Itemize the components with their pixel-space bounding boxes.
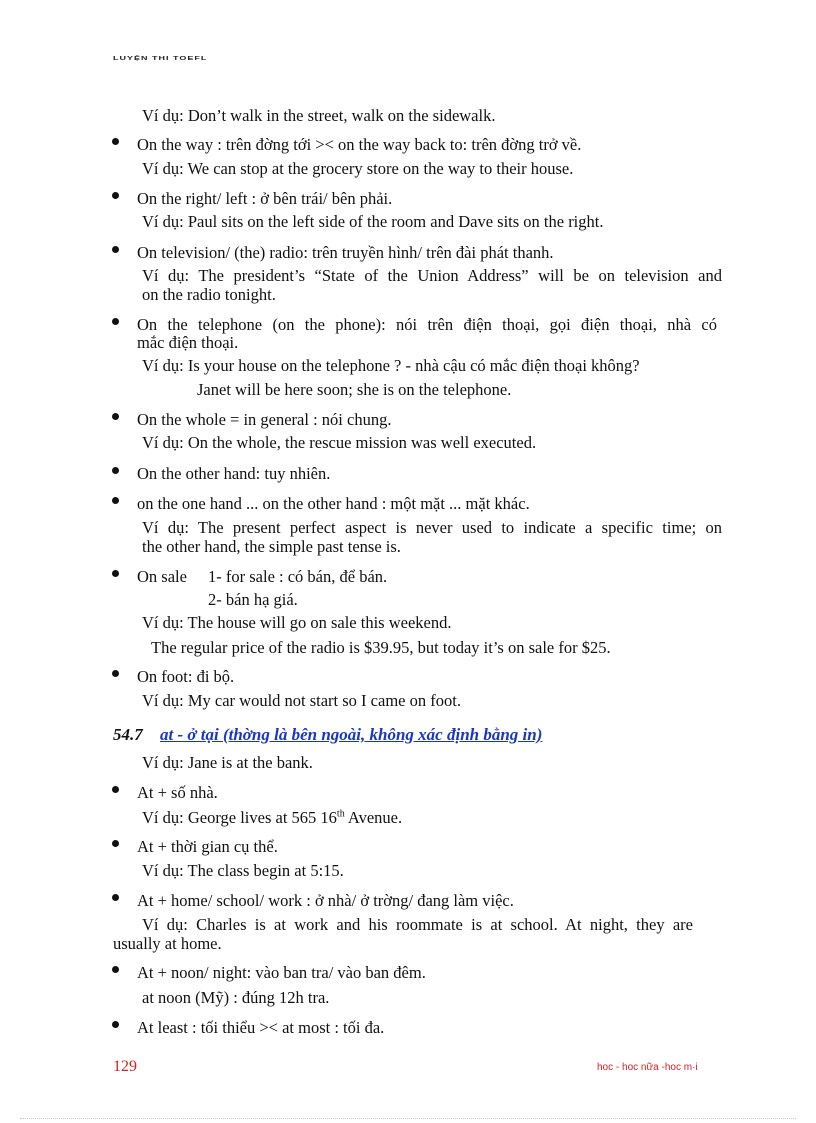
example-line: the other hand, the simple past tense is.	[142, 537, 401, 556]
example-line	[142, 808, 402, 827]
bullet-icon	[112, 497, 119, 504]
bullet-icon	[112, 840, 119, 847]
list-item-sense: 1- for sale : có bán, để bán.	[208, 567, 388, 586]
bullet-icon	[112, 786, 119, 793]
ordinal-suffix: th	[336, 808, 345, 820]
bullet-icon	[112, 138, 119, 145]
example-line: The regular price of the radio is $39.95, but today it’s on sale for $25.	[151, 638, 611, 657]
list-item: At + thời gian cụ thể.	[137, 837, 278, 856]
running-header: LUYỆN THI TOEFL	[113, 55, 208, 61]
bullet-icon	[112, 966, 119, 973]
example-line: Ví dụ: Jane is at the bank.	[142, 753, 313, 772]
example-line: Ví dụ: The present perfect aspect is never used to indicate a specific time; on	[142, 518, 722, 537]
list-item-continued: mắc điện thoại.	[137, 333, 239, 352]
list-item: On sale	[137, 567, 187, 586]
list-item: On television/ (the) radio: trên truyền hình/ trên đài phát thanh.	[137, 243, 554, 262]
bullet-icon	[112, 894, 119, 901]
example-line: usually at home.	[113, 934, 222, 953]
section-title: at - ở tại (thờng là bên ngoài, không xác định bằng in)	[160, 725, 543, 744]
example-text: Avenue.	[344, 808, 403, 827]
section-number: 54.7	[113, 725, 143, 744]
example-line: Janet will be here soon; she is on the telephone.	[197, 380, 512, 399]
page-number: 129	[113, 1058, 137, 1075]
list-item: At + số nhà.	[137, 783, 218, 802]
list-item: On the telephone (on the phone): nói trên điện thoại, gọi điện thoại, nhà có	[137, 315, 717, 334]
example-line: Ví dụ: On the whole, the rescue mission was well executed.	[142, 433, 537, 452]
bullet-icon	[112, 570, 119, 577]
bullet-icon	[112, 246, 119, 253]
bullet-icon	[112, 318, 119, 325]
example-text: Ví dụ: George lives at 565 16	[142, 808, 337, 827]
example-line: Ví dụ: Paul sits on the left side of the room and Dave sits on the right.	[142, 212, 604, 231]
page-bottom-divider	[20, 1118, 796, 1119]
list-item: At least : tối thiểu >< at most : tối đa.	[137, 1018, 385, 1037]
bullet-icon	[112, 670, 119, 677]
footer-slogan: hoc - hoc nữa -hoc m·i	[597, 1062, 698, 1073]
example-line: Ví dụ: Is your house on the telephone ? - nhà cậu có mắc điện thoại không?	[142, 356, 640, 375]
example-line: Ví dụ: The house will go on sale this weekend.	[142, 613, 452, 632]
example-line: Ví dụ: The president’s “State of the Union Address” will be on television and	[142, 266, 722, 285]
list-item: At + noon/ night: vào ban tra/ vào ban đêm.	[137, 963, 426, 982]
list-item-sense: 2- bán hạ giá.	[208, 590, 298, 609]
example-line: Ví dụ: We can stop at the grocery store on the way to their house.	[142, 159, 574, 178]
bullet-icon	[112, 192, 119, 199]
list-item: On the way : trên đờng tới >< on the way back to: trên đờng trở về.	[137, 135, 582, 154]
list-item: On the other hand: tuy nhiên.	[137, 464, 331, 483]
example-line: Ví dụ: Don’t walk in the street, walk on the sidewalk.	[142, 106, 496, 125]
list-item-note: at noon (Mỹ) : đúng 12h tra.	[142, 988, 330, 1007]
example-line: Ví dụ: The class begin at 5:15.	[142, 861, 344, 880]
list-item: On the right/ left : ở bên trái/ bên phải.	[137, 189, 393, 208]
list-item: on the one hand ... on the other hand : một mặt ... mặt khác.	[137, 494, 530, 513]
list-item: On foot: đi bộ.	[137, 667, 235, 686]
bullet-icon	[112, 1021, 119, 1028]
bullet-icon	[112, 413, 119, 420]
bullet-icon	[112, 467, 119, 474]
list-item: On the whole = in general : nói chung.	[137, 410, 392, 429]
list-item: At + home/ school/ work : ở nhà/ ở trờng/ đang làm việc.	[137, 891, 514, 910]
example-line: Ví dụ: Charles is at work and his roommate is at school. At night, they are	[142, 915, 693, 934]
example-line: Ví dụ: My car would not start so I came on foot.	[142, 691, 461, 710]
example-line: on the radio tonight.	[142, 285, 276, 304]
